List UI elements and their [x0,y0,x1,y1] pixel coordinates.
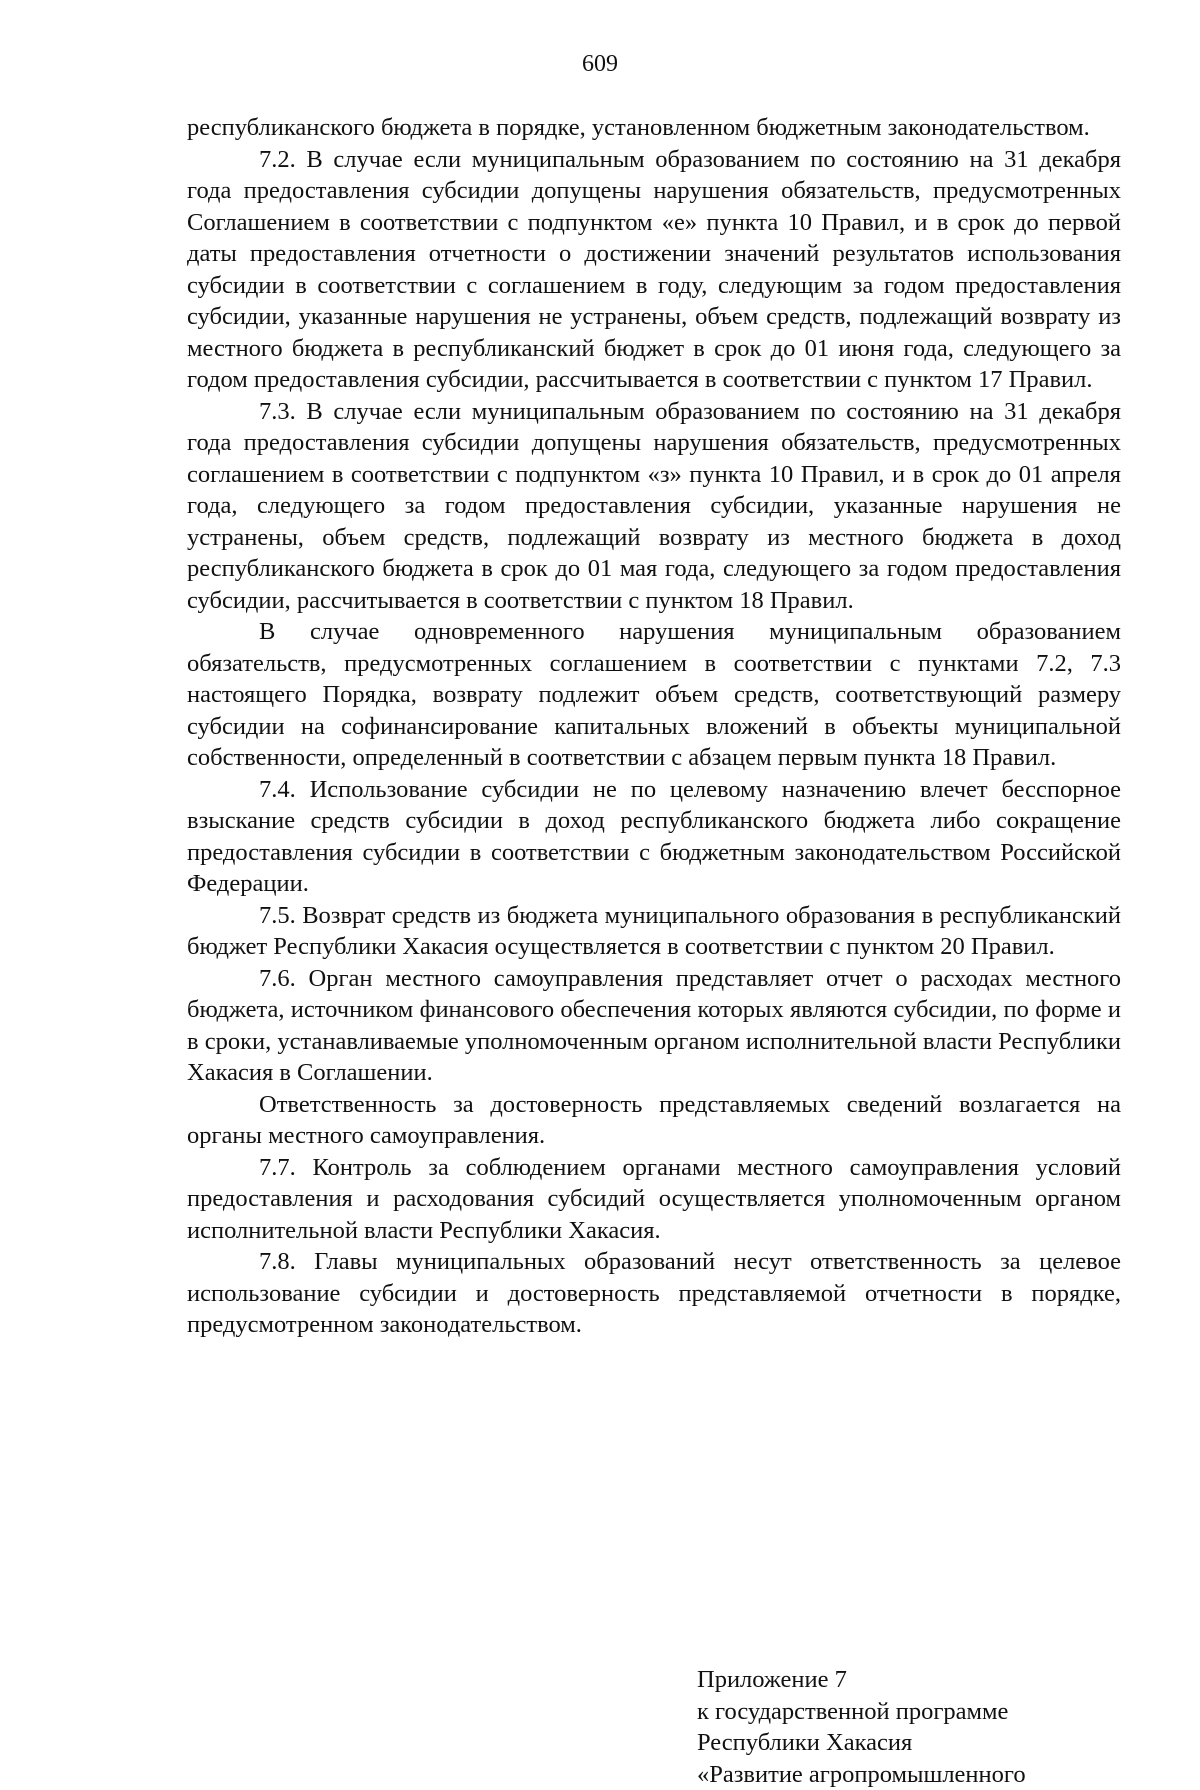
page-number: 609 [0,50,1200,78]
paragraph-7-2: 7.2. В случае если муниципальным образованием по состоянию на 31 декабря года предоставления субсидии допущены нарушения обязательств, предусмотренных Соглашением в соответствии с подпунктом «е» пункта 10 Правил, и в срок до первой даты предоставления отчетности о достижении значений результатов использования субсидии в соответствии с соглашением в году, следующим за годом предоставления субсидии, указанные нарушения не устранены, объем средств, подлежащий возврату из местного бюджета в республиканский бюджет в срок до 01 июня года, следующего за годом предоставления субсидии, рассчитывается в соответствии с пунктом 17 Правил. [187,144,1121,396]
appendix-program-name: «Развитие агропромышленного [697,1759,1117,1790]
paragraph-simultaneous-violation: В случае одновременного нарушения муниципальным образованием обязательств, предусмотренных соглашением в соответствии с пунктами 7.2, 7.3 настоящего Порядка, возврату подлежит объем средств, соответствующий размеру субсидии на софинансирование капитальных вложений в объекты муниципальной собственности, определенный в соответствии с абзацем первым пункта 18 Правил. [187,616,1121,774]
paragraph-7-6: 7.6. Орган местного самоуправления представляет отчет о расходах местного бюджета, источником финансового обеспечения которых являются субсидии, по форме и в сроки, устанавливаемые уполномоченным органом исполнительной власти Республики Хакасия в Соглашении. [187,963,1121,1089]
appendix-title: Приложение 7 [697,1664,1117,1696]
appendix-program: к государственной программе [697,1696,1117,1728]
appendix-heading [697,1664,1117,1790]
paragraph-responsibility: Ответственность за достоверность представляемых сведений возлагается на органы местного самоуправления. [187,1089,1121,1152]
paragraph-7-5: 7.5. Возврат средств из бюджета муниципального образования в республиканский бюджет Республики Хакасия осуществляется в соответствии с пунктом 20 Правил. [187,900,1121,963]
appendix-republic: Республики Хакасия [697,1727,1117,1759]
paragraph-continuation: республиканского бюджета в порядке, установленном бюджетным законодательством. [187,112,1121,144]
paragraph-7-8: 7.8. Главы муниципальных образований несут ответственность за целевое использование субсидии и достоверность представляемой отчетности в порядке, предусмотренном законодательством. [187,1246,1121,1341]
paragraph-7-3: 7.3. В случае если муниципальным образованием по состоянию на 31 декабря года предоставления субсидии допущены нарушения обязательств, предусмотренных соглашением в соответствии с подпунктом «з» пункта 10 Правил, и в срок до 01 апреля года, следующего за годом предоставления субсидии, указанные нарушения не устранены, объем средств, подлежащий возврату из местного бюджета в доход республиканского бюджета в срок до 01 мая года, следующего за годом предоставления субсидии, рассчитывается в соответствии с пунктом 18 Правил. [187,396,1121,617]
paragraph-7-4: 7.4. Использование субсидии не по целевому назначению влечет бесспорное взыскание средств субсидии в доход республиканского бюджета либо сокращение предоставления субсидии в соответствии с бюджетным законодательством Российской Федерации. [187,774,1121,900]
document-body [187,112,1121,1341]
paragraph-7-7: 7.7. Контроль за соблюдением органами местного самоуправления условий предоставления и расходования субсидий осуществляется уполномоченным органом исполнительной власти Республики Хакасия. [187,1152,1121,1247]
